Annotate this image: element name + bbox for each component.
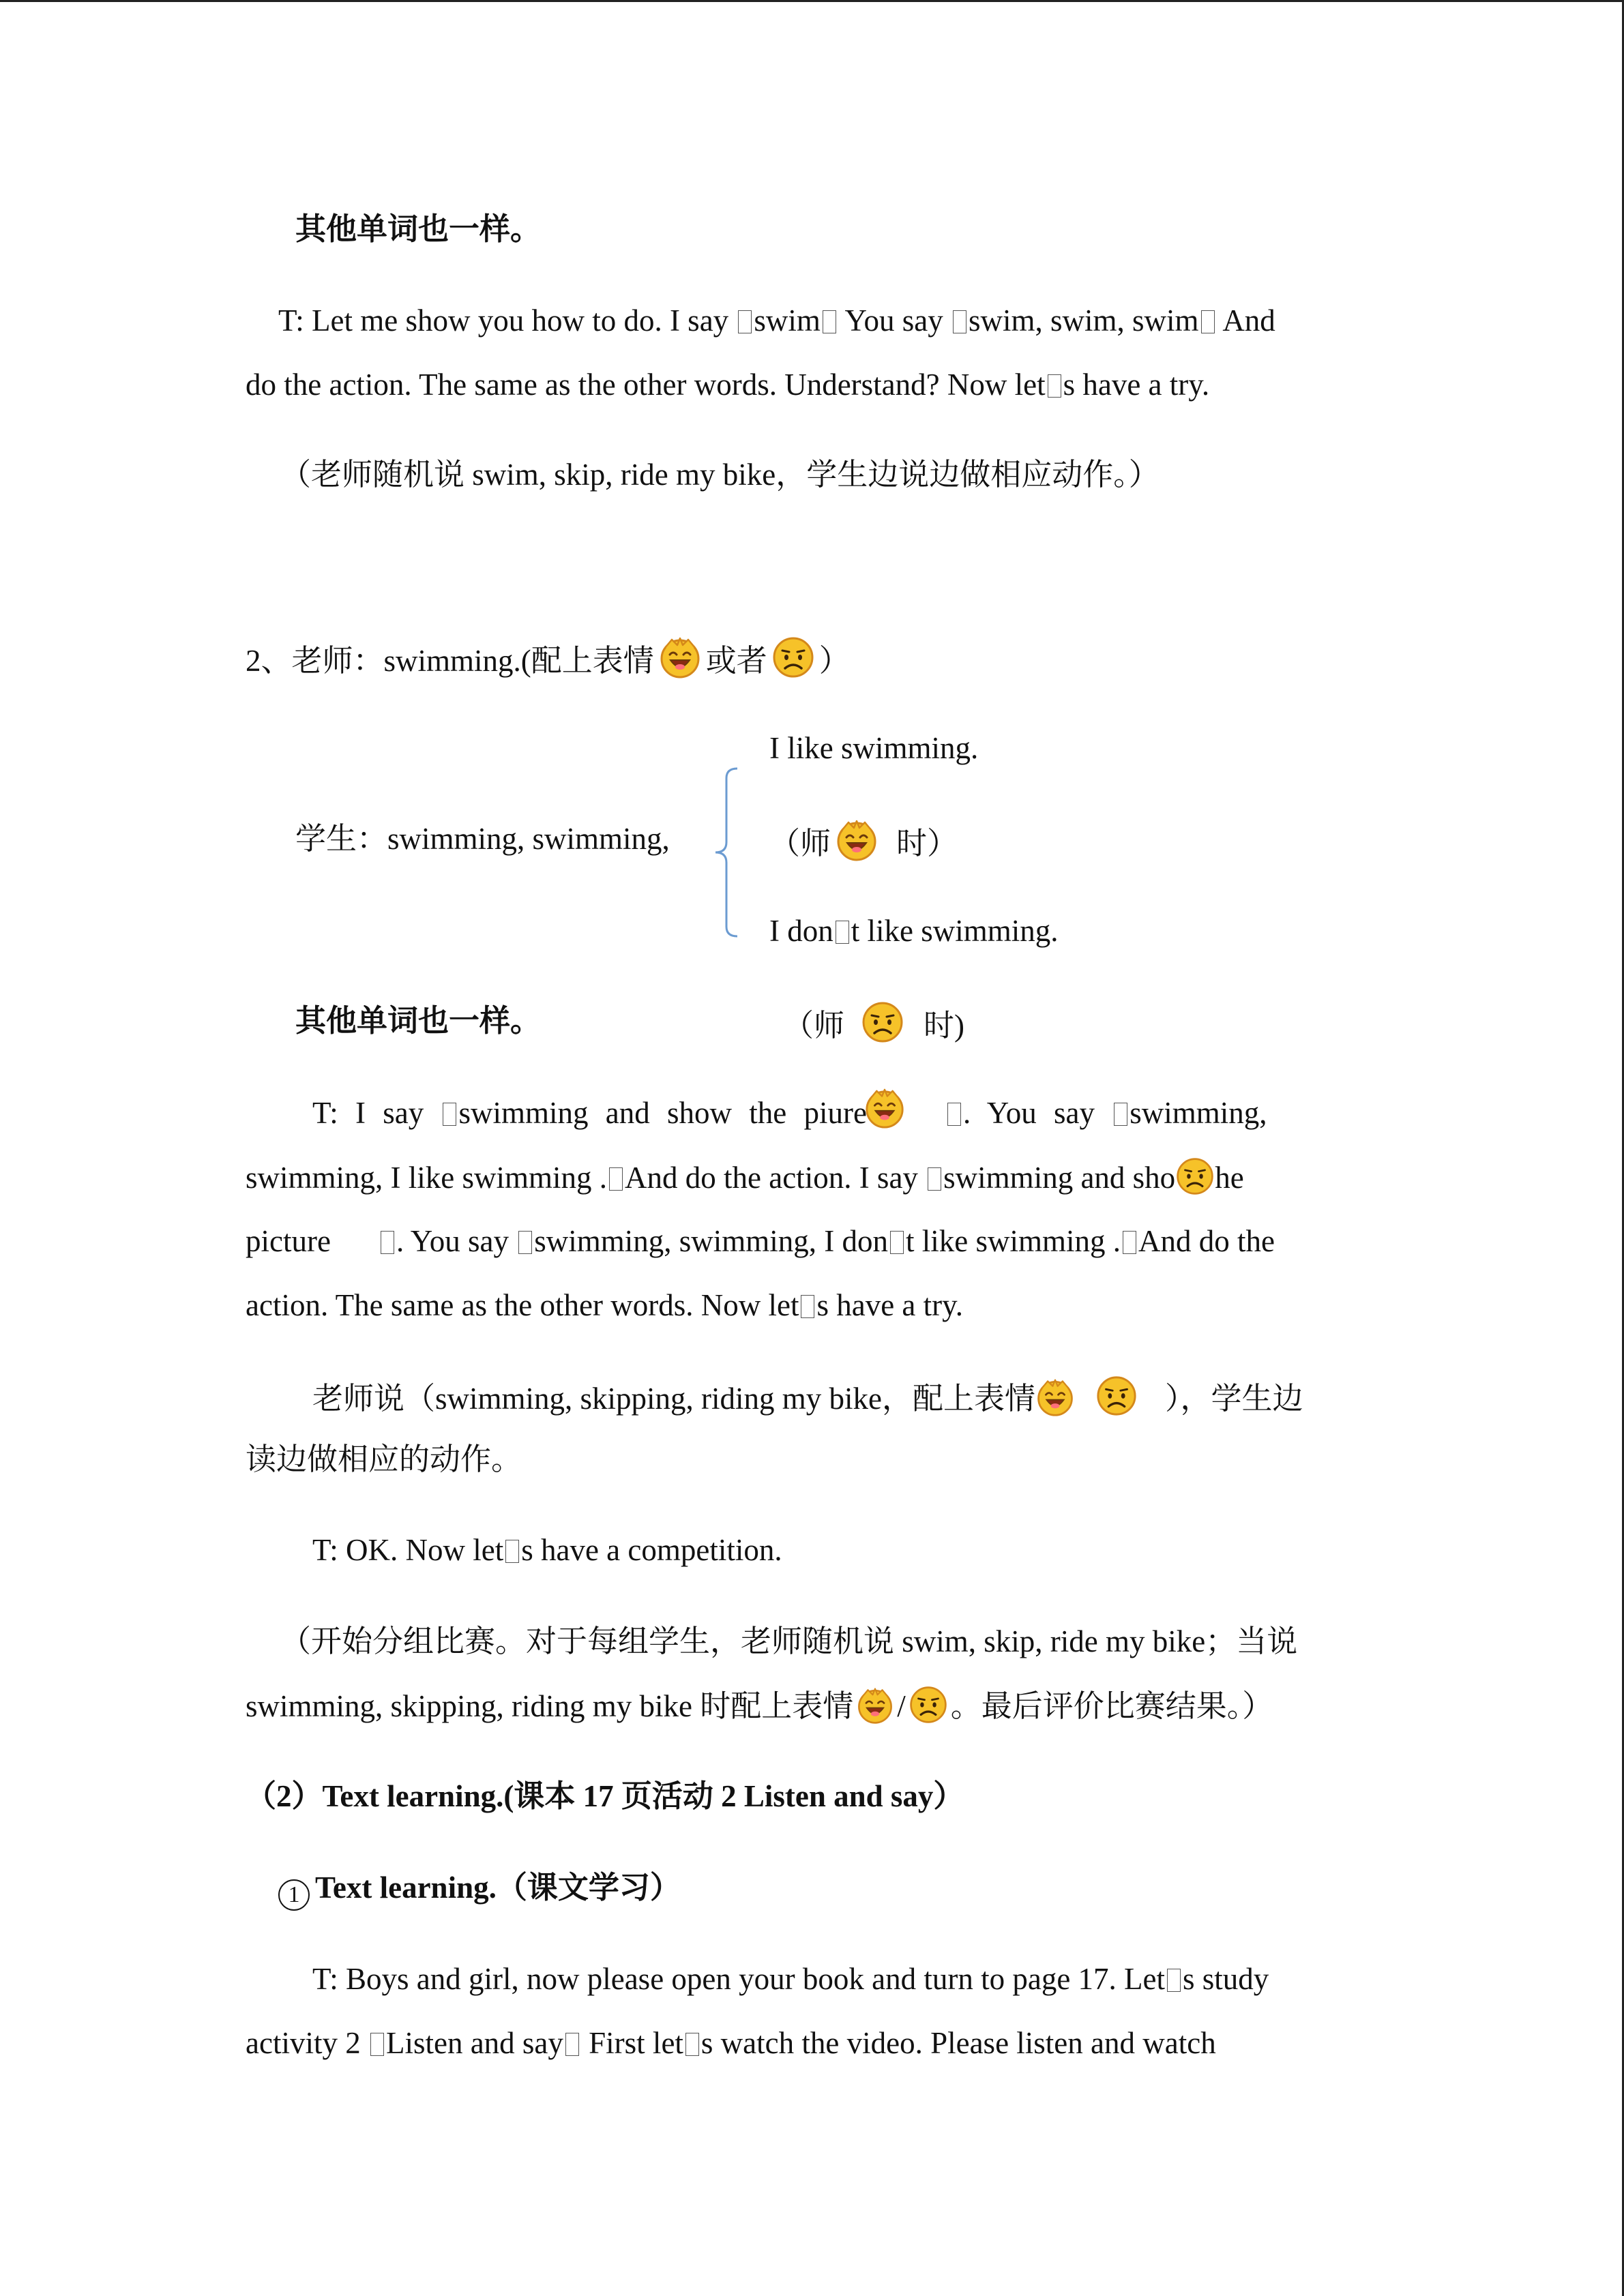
student-like-swimming: I like swimming. <box>769 731 979 765</box>
subsection-heading-text-learning: 1 Text learning.（课文学习） <box>278 1867 681 1911</box>
missing-glyph-box <box>1114 1103 1127 1126</box>
step-2-teacher: 2、老师：swimming.(配上表情 或者 ） <box>246 636 850 681</box>
missing-glyph-box <box>505 1540 519 1563</box>
missing-glyph-box <box>801 1295 814 1318</box>
missing-glyph-box <box>1048 374 1061 398</box>
teacher-open-book-cont: activity 2 Listen and say First let s watch the video. Please listen and watch <box>246 2026 1216 2060</box>
teacher-sad-note: （师 时) <box>783 1000 964 1046</box>
note-other-words-1: 其他单词也一样。 <box>295 212 542 246</box>
student-response: 学生：swimming, swimming, <box>295 822 670 856</box>
teacher-says-expressions: 老师说（swimming, skipping, riding my bike，配上表情 ），学生边 <box>312 1375 1303 1419</box>
teacher-instruction-swim: T: Let me show you how to do. I say swim You say swim, swim, swim And <box>278 303 1275 338</box>
circled-number: 1 <box>278 1879 310 1911</box>
sad-face-icon <box>1095 1375 1138 1417</box>
missing-glyph-box <box>836 921 849 944</box>
missing-glyph-box <box>738 310 752 333</box>
student-dislike-swimming: I don t like swimming. <box>769 914 1059 948</box>
missing-glyph-box <box>609 1167 623 1191</box>
happy-face-icon <box>835 818 879 862</box>
brace-bracket <box>713 767 740 938</box>
teacher-open-book: T: Boys and girl, now please open your book and turn to page 17. Let s study <box>312 1962 1269 1996</box>
missing-glyph-box <box>1123 1231 1136 1254</box>
competition-note-line2: swimming, skipping, riding my bike 时配上表情 / 。最后评价比赛结果。） <box>246 1685 1273 1727</box>
note-other-words-2: 其他单词也一样。 <box>295 1004 542 1038</box>
para-swimming-line3: picture . You say swimming, swimming, I don t like swimming . And do the <box>246 1224 1275 1258</box>
teacher-happy-note: （师 时） <box>769 818 958 864</box>
missing-glyph-box <box>947 1103 961 1126</box>
competition-note-line1: （开始分组比赛。对于每组学生，老师随机说 swim, skip, ride my bike；当说 <box>280 1624 1298 1658</box>
missing-glyph-box <box>928 1167 941 1191</box>
sad-face-icon <box>861 1000 904 1044</box>
para-swimming-line2: swimming, I like swimming . And do the action. I say swimming and sho he <box>246 1157 1244 1198</box>
missing-glyph-box <box>953 310 966 333</box>
teacher-says-expressions-cont: 读边做相应的动作。 <box>246 1442 522 1476</box>
missing-glyph-box <box>565 2033 579 2056</box>
happy-face-icon <box>856 1686 894 1725</box>
happy-face-icon <box>658 636 702 679</box>
missing-glyph-box <box>370 2033 384 2056</box>
sad-face-icon <box>909 1685 948 1725</box>
missing-glyph-box <box>1167 1969 1181 1992</box>
missing-glyph-box <box>890 1231 904 1254</box>
sad-face-icon <box>771 636 815 679</box>
missing-glyph-box <box>823 310 836 333</box>
sad-face-icon <box>1175 1157 1215 1196</box>
missing-glyph-box <box>443 1103 456 1126</box>
teacher-competition: T: OK. Now let s have a competition. <box>312 1533 782 1567</box>
teacher-instruction-swim-cont: do the action. The same as the other words. Understand? Now let s have a try. <box>246 368 1210 402</box>
happy-face-icon <box>1035 1377 1075 1417</box>
missing-glyph-box <box>1201 310 1215 333</box>
teacher-random-note: （老师随机说 swim, skip, ride my bike，学生边说边做相应动作。） <box>280 458 1160 492</box>
page-top-border <box>0 0 1624 2</box>
missing-glyph-box <box>685 2033 699 2056</box>
section-heading-text-learning: （2）Text learning.(课本 17 页活动 2 Listen and say） <box>246 1779 964 1813</box>
happy-face-icon <box>863 1087 906 1139</box>
para-swimming-line4: action. The same as the other words. Now let s have a try. <box>246 1288 963 1322</box>
missing-glyph-box <box>381 1231 394 1254</box>
missing-glyph-box <box>518 1231 532 1254</box>
para-swimming-line1: T: I say swimming and show the pi ure . You say swimming, <box>312 1092 1267 1133</box>
